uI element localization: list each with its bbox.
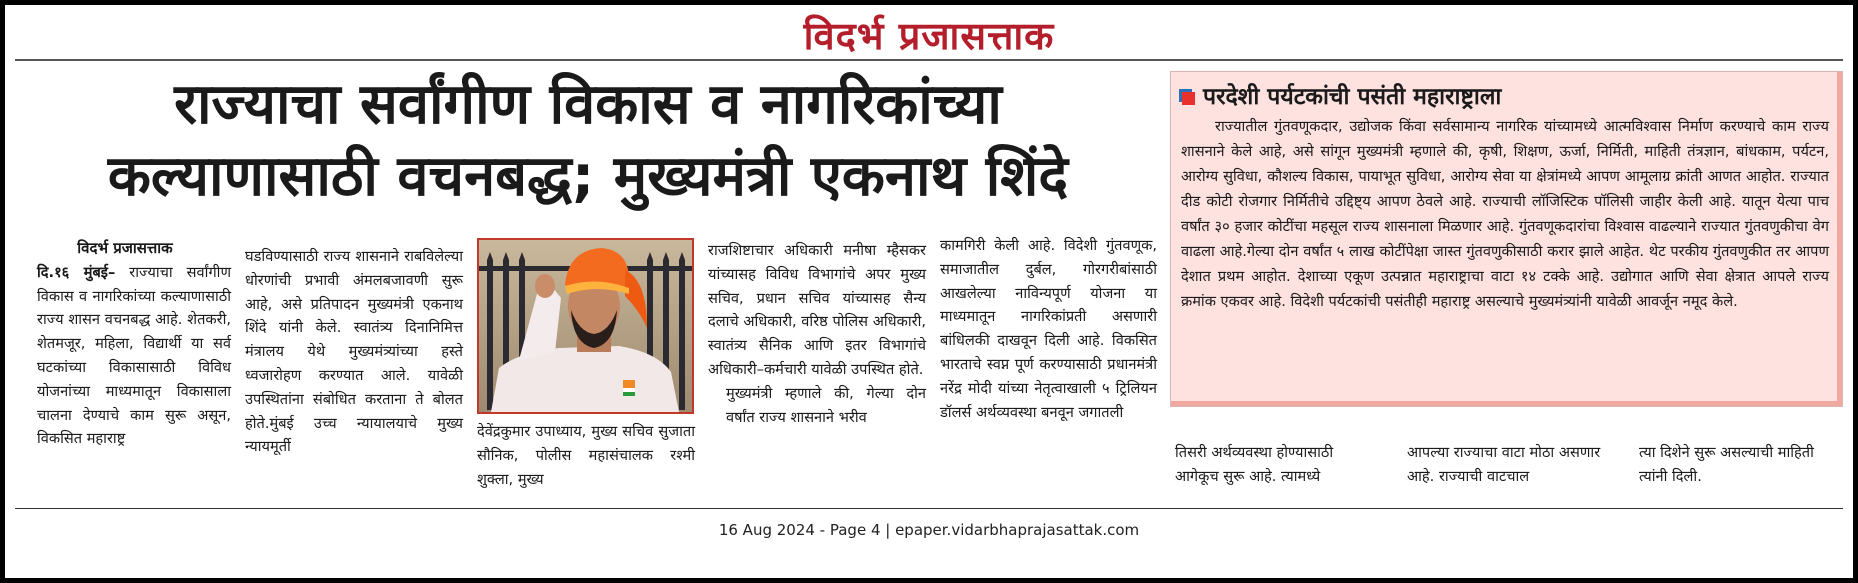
footer-rule [15,508,1843,509]
page-footer: 16 Aug 2024 - Page 4 | epaper.vidarbhaprajasattak.com [718,521,1140,539]
boxed-sidebar-story [1170,71,1843,407]
dateline: दि.१६ मुंबई– [37,263,116,281]
article-text-5: कामगिरी केली आहे. विदेशी गुंतवणूक, समाजातील दुर्बल, गोरगरीबांसाठी आखलेल्या नाविन्यपूर्ण योजना या माध्यमातून नागरिकांप्रती असणारी बांधिलकी दाखवून दिली आहे. विकसित भारताचे स्वप्न पूर्ण करण्यासाठी प्रधानमंत्री नरेंद्र मोदी यांच्या नेतृत्वाखाली ५ ट्रिलियन डॉलर्स अर्थव्यवस्था बनवून जगातली [940,237,1157,421]
headline [19,69,1157,213]
masthead [5,9,1853,61]
continuation-column-1: तिसरी अर्थव्यवस्था होण्यासाठी आगेकूच सुरू आहे. त्यामध्ये [1175,444,1334,485]
article-text-3: देवेंद्रकुमार उपाध्याय, मुख्य सचिव सुजाता सौनिक, पोलीस महासंचालक रश्मी शुक्ला, मुख्य [477,423,695,488]
masthead-rule [15,59,1843,61]
saluting-man-photo [479,240,692,412]
article-text-4b: मुख्यमंत्री म्हणाले की, गेल्या दोन वर्षांत राज्य शासनाने भरीव [726,384,926,426]
article-text-4: राजशिष्टाचार अधिकारी मनीषा म्हैसकर यांच्यासह विविध विभागांचे अपर मुख्य सचिव, प्रधान सचिव यांच्यासह सैन्य दलाचे अधिकारी, वरिष्ठ पोलिस अधिकारी, स्वातंत्र्य सैनिक आणि इतर विभागांचे अधिकारी–कर्मचारी यावेळी उपस्थित होते. [708,242,926,378]
box-body: राज्यातील गुंतवणूकदार, उद्योजक किंवा सर्वसामान्य नागरिक यांच्यामध्ये आत्मविश्वास निर्माण करण्याचे काम राज्य शासनाने केले आहे, असे सांगून मुख्यमंत्री म्हणाले की, कृषी, शिक्षण, ऊर्जा, निर्मिती, माहिती तंत्रज्ञान, बांधकाम, पर्यटन, आरोग्य सुविधा, कौशल्य विकास, पायाभूत सुविधा, आरोग्य सेवा या क्षेत्रांमध्ये आपण आमूलाग्र क्रांती आणत आहोत. राज्यात दीड कोटी रोजगार निर्मितीचे उद्दिष्ट्य आपण ठेवले आहे. राज्याची लॉजिस्टिक पॉलिसी जाहीर केली आहे. यातून येत्या पाच वर्षांत ३० हजार कोटींचा महसूल राज्य शासनाला मिळणार आहे. गुंतवणूकदारांचा विश्वास वाढल्याने राज्यात गुंतवणुकीचा वेग वाढला आहे.गेल्या दोन वर्षांत ५ लाख कोटींपेक्षा जास्त गुंतवणुकीसाठी करार झाले आहेत. थेट परकीय गुंतवणुकीत तर आपण देशात प्रथम आहोत. देशाच्या एकूण उत्पन्नात महाराष्ट्राचा वाटा १४ टक्के आहे. उद्योगात आणि सेवा क्षेत्रात आपले राज्य क्रमांक एकवर आहे. विदेशी पर्यटकांची पसंतीही महाराष्ट्र असल्याचे मुख्यमंत्र्यांनी यावेळी आवर्जून नमूद केले. [1181,118,1829,310]
article-column-2 [245,245,463,459]
headline-line-1: राज्याचा सर्वांगीण विकास व नागरिकांच्या [174,72,1002,137]
article-column-4 [708,239,926,429]
box-title-text: परदेशी पर्यटकांची पसंती महाराष्ट्राला [1203,84,1502,110]
bullet-square-icon [1179,89,1195,105]
article-text-1: राज्याचा सर्वांगीण विकास व नागरिकांच्या कल्याणासाठी राज्य शासन वचनबद्ध आहे. शेतकरी, शेतमजूर, महिला, विद्यार्थी या सर्व घटकांच्या विकासासाठी विविध योजनांच्या माध्यमातून विकासाला चालना देण्याचे काम सुरू असून, विकसित महाराष्ट्र [37,263,231,448]
byline: विदर्भ प्रजासत्ताक [77,239,173,257]
article-column-3 [477,420,695,491]
box-title [1179,79,1501,111]
news-photo [477,238,694,414]
masthead-title: विदर्भ प्रजासत्ताक [803,13,1055,58]
continuation-column-3: त्या दिशेने सुरू असल्याची माहिती त्यांनी दिली. [1639,444,1814,485]
article-column-5 [940,234,1157,424]
newspaper-clipping [5,5,1853,578]
continuation-column-2: आपल्या राज्याचा वाटा मोठा असणार आहे. राज्याची वाटचाल [1407,444,1601,485]
article-text-2: घडविण्यासाठी राज्य शासनाने राबविलेल्या धोरणांची प्रभावी अंमलबजावणी सुरू आहे, असे प्रतिपादन मुख्यमंत्री एकनाथ शिंदे यांनी केले. स्वातंत्र्य दिनानिमित्त मंत्रालय येथे मुख्यमंत्र्यांच्या हस्ते ध्वजारोहण करण्यात आले. यावेळी उपस्थितांना संबोधित करताना ते बोलत होते.मुंबई उच्च न्यायालयाचे मुख्य न्यायमूर्ती [245,248,463,456]
headline-line-2: कल्याणासाठी वचनबद्ध; मुख्यमंत्री एकनाथ शिंदे [107,144,1069,209]
article-column-1 [19,237,231,451]
